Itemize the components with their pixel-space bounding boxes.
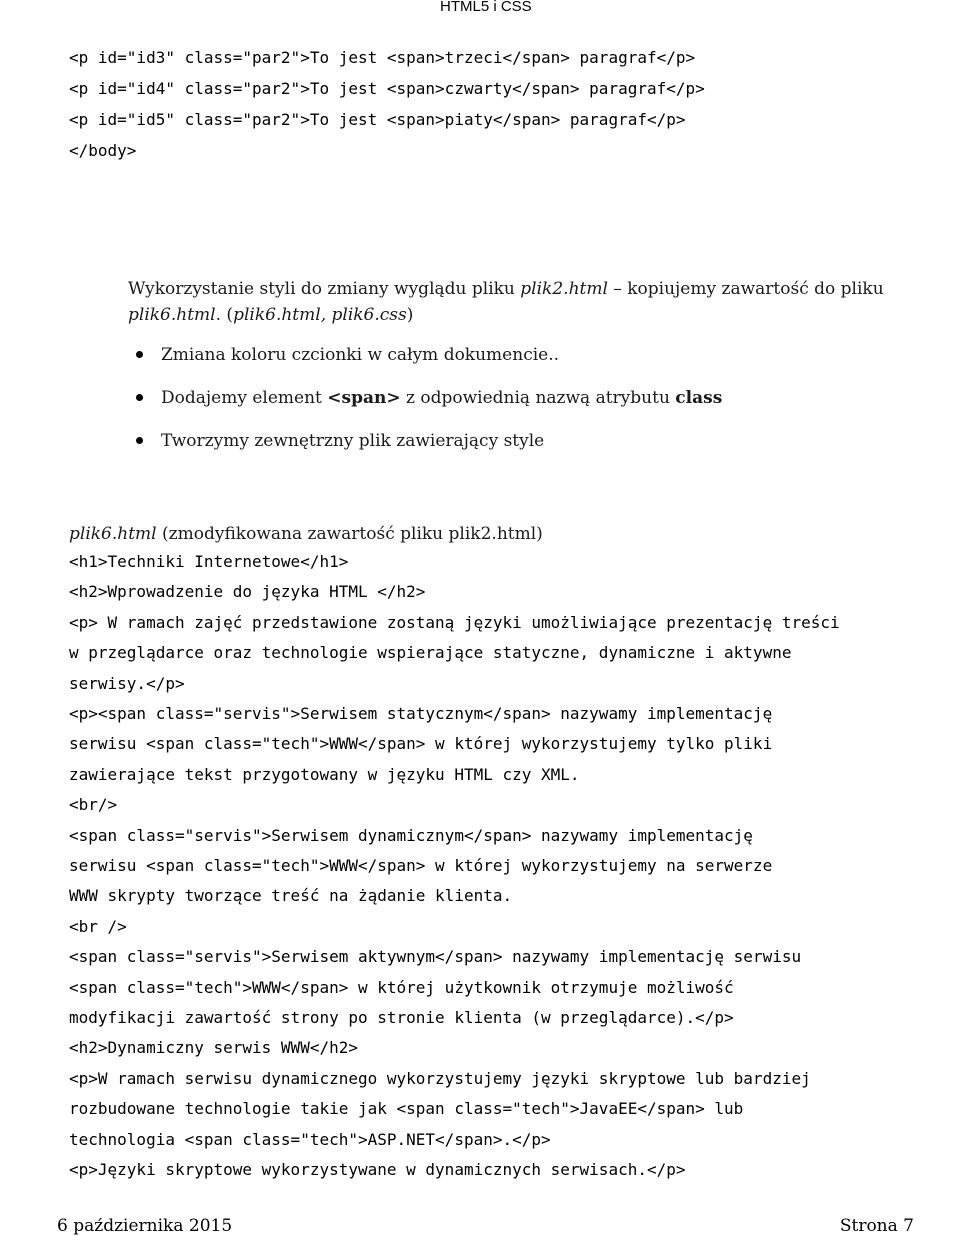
code-line: <p>Języki skryptowe wykorzystywane w dynamicznych serwisach.</p> bbox=[69, 1160, 686, 1179]
intro-paragraph bbox=[128, 276, 888, 328]
bullet-text: Zmiana koloru czcionki w całym dokumencie.. bbox=[161, 345, 560, 365]
intro-text: . ( bbox=[215, 305, 234, 325]
bullet-list bbox=[136, 342, 722, 471]
bullet-icon bbox=[136, 437, 143, 444]
code-line: <p id="id4" class="par2">To jest <span>czwarty</span> paragraf</p> bbox=[69, 79, 705, 98]
code-line: <h1>Techniki Internetowe</h1> bbox=[69, 552, 349, 571]
code-line: technologia <span class="tech">ASP.NET</span>.</p> bbox=[69, 1129, 551, 1149]
footer-page-number: Strona 7 bbox=[839, 1216, 914, 1236]
page-footer bbox=[57, 1216, 914, 1240]
code-line: <p id="id5" class="par2">To jest <span>piaty</span> paragraf</p> bbox=[69, 110, 686, 129]
intro-file-plik6: plik6.html bbox=[128, 305, 216, 325]
code-line: <p>W ramach serwisu dynamicznego wykorzystujemy języki skryptowe lub bardziej bbox=[69, 1068, 811, 1088]
code-line: <span class="tech">WWW</span> w której użytkownik otrzymuje możliwość bbox=[69, 977, 734, 997]
code-line: modyfikacji zawartość strony po stronie klienta (w przeglądarce).</p> bbox=[69, 1008, 734, 1027]
bullet-bold-span: <span> bbox=[327, 388, 401, 408]
code-line: <br/> bbox=[69, 795, 118, 815]
bullet-text: z odpowiednią nazwą atrybutu bbox=[400, 388, 676, 408]
caption-file: plik6.html bbox=[69, 524, 157, 544]
code-line: <p><span class="servis">Serwisem statycznym</span> nazywamy implementację bbox=[69, 704, 773, 723]
caption-text: (zmodyfikowana zawartość pliku plik2.html) bbox=[156, 524, 543, 544]
bullet-text: Dodajemy element bbox=[161, 388, 328, 408]
code-line: <p> W ramach zajęć przedstawione zostaną języki umożliwiające prezentację treści bbox=[69, 612, 840, 632]
intro-file-list: plik6.html, plik6.css bbox=[233, 305, 407, 325]
footer-date: 6 października 2015 bbox=[57, 1216, 233, 1236]
file-caption bbox=[69, 522, 543, 546]
intro-text: ) bbox=[406, 305, 414, 325]
code-line: <h2>Dynamiczny serwis WWW</h2> bbox=[69, 1038, 358, 1058]
code-line: w przeglądarce oraz technologie wspierające statyczne, dynamiczne i aktywne bbox=[69, 643, 792, 663]
code-line: <span class="servis">Serwisem dynamicznym</span> nazywamy implementację bbox=[69, 825, 753, 845]
bullet-bold-class: class bbox=[675, 388, 723, 408]
code-line: </body> bbox=[69, 141, 137, 160]
code-line: serwisu <span class="tech">WWW</span> w której wykorzystujemy na serwerze bbox=[69, 856, 773, 875]
intro-text: – kopiujemy zawartość do pliku bbox=[607, 279, 884, 299]
bullet-item bbox=[136, 385, 722, 428]
code-line: <h2>Wprowadzenie do języka HTML </h2> bbox=[69, 582, 426, 602]
bullet-text: Tworzymy zewnętrzny plik zawierający style bbox=[161, 431, 545, 451]
code-line: <span class="servis">Serwisem aktywnym</span> nazywamy implementację serwisu bbox=[69, 947, 802, 967]
header-title: HTML5 i CSS bbox=[440, 0, 532, 15]
intro-file-plik2: plik2.html bbox=[520, 279, 608, 299]
intro-text: Wykorzystanie styli do zmiany wyglądu pliku bbox=[128, 279, 521, 299]
page-header bbox=[0, 0, 960, 18]
code-line: serwisu <span class="tech">WWW</span> w której wykorzystujemy tylko pliki bbox=[69, 734, 773, 754]
bullet-item bbox=[136, 342, 722, 385]
code-line: zawierające tekst przygotowany w języku HTML czy XML. bbox=[69, 764, 580, 784]
bullet-item bbox=[136, 428, 722, 471]
code-line: <p id="id3" class="par2">To jest <span>trzeci</span> paragraf</p> bbox=[69, 48, 696, 67]
bullet-icon bbox=[136, 394, 143, 401]
code-line: rozbudowane technologie takie jak <span class="tech">JavaEE</span> lub bbox=[69, 1099, 744, 1119]
code-line: serwisy.</p> bbox=[69, 673, 185, 693]
bullet-icon bbox=[136, 351, 143, 358]
code-line: WWW skrypty tworzące treść na żądanie klienta. bbox=[69, 886, 513, 906]
code-line: <br /> bbox=[69, 916, 127, 936]
